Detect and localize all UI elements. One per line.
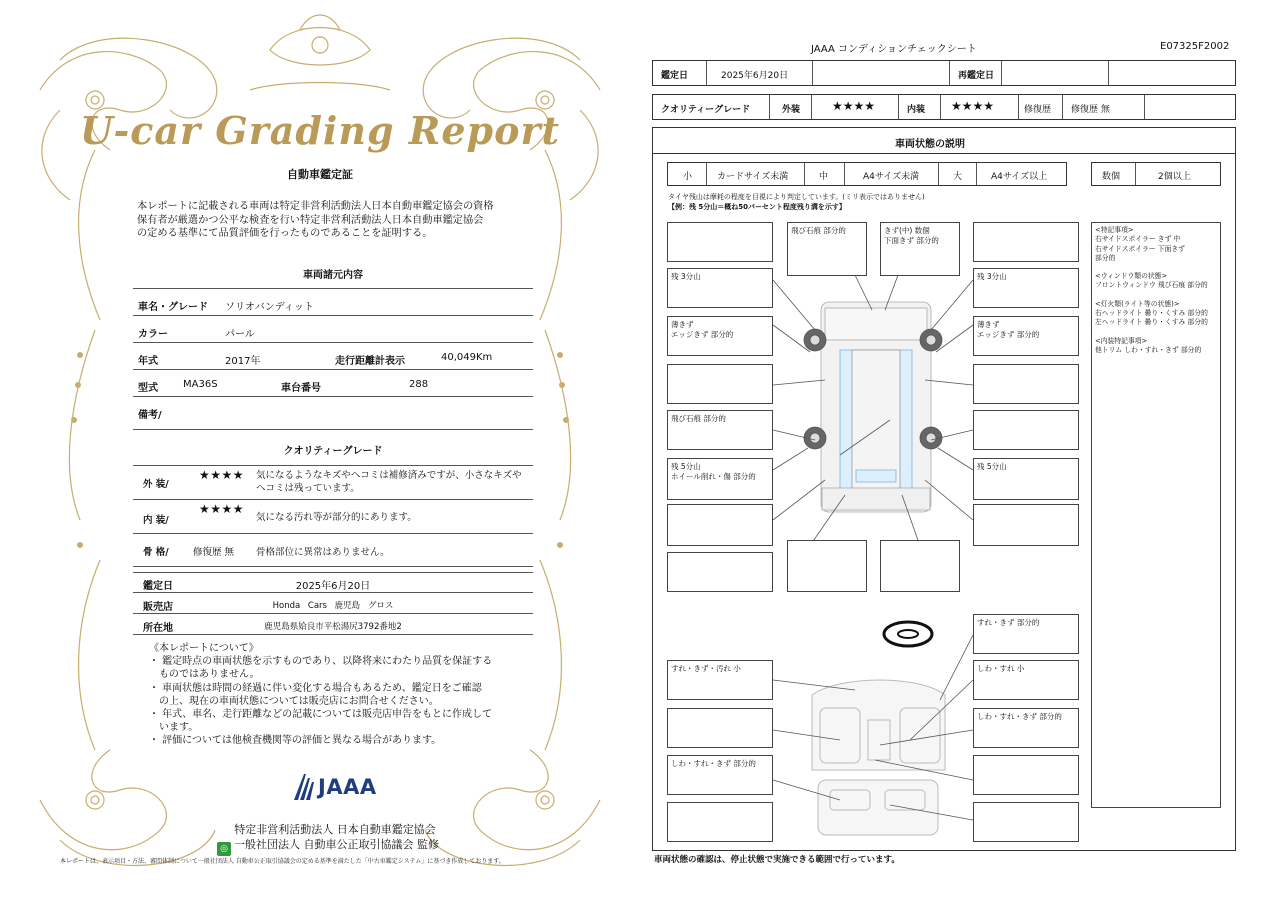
date-row: 鑑定日 2025年6月20日 再鑑定日 <box>652 60 1236 86</box>
info-row-dealer: 販売店 Honda Cars 鹿児島 グロス <box>133 594 533 614</box>
tire-note: タイヤ残山は摩耗の程度を目視により判定しています。(ミリ表示ではありません) <box>668 193 925 201</box>
condition-heading: 車両状態の説明 <box>895 139 965 150</box>
interior-cell-left-3: しわ・すれ・きず 部分的 <box>667 755 773 795</box>
exterior-cell-left-4 <box>667 364 773 404</box>
interior-cell-right-2: しわ・すれ 小 <box>973 660 1079 700</box>
special-notes-panel: <特記事項> 右サイドスポイラー きず 中 右サイドスポイラー 下面きず 部分的 <ウィンドウ類の状態> フロントウィンドウ 飛び石痕 部分的 <灯火類(ライト等の状態)> 右ヘッドライト 曇り・くすみ 部分的 左ヘッドライト 曇り・くすみ 部分的 <内装特記事項> 他トリム しわ・すれ・きず 部分的 <box>1091 222 1221 808</box>
document-id: E07325F2002 <box>1160 41 1230 52</box>
info-row-address: 所在地 鹿児島県姶良市平松湯尻3792番地2 <box>133 615 533 635</box>
exterior-cell-right-tire-front: 残 3分山 <box>973 268 1079 308</box>
exterior-cell-left-front-side: 薄きず エッジきず 部分的 <box>667 316 773 356</box>
certificate-subtitle: 自動車鑑定証 <box>287 168 353 181</box>
report-notice: 《本レポートについて》 ・ 鑑定時点の車両状態を示すものであり、以降将来にわたり品質を保証する ものではありません。 ・ 車両状態は時間の経過に伴い変化する場合もあるため、鑑定日をご確認 の上、現在の車両状態については販売店にお問合せください。 ・ 年式、車名、走行距離などの記載については販売店申告をもとに作成して います。 ・ 評価については他検査機関等の評価と異なる場合があります。 <box>149 643 493 747</box>
fair-trade-logo-icon: ◎ <box>217 842 231 856</box>
interior-cell-left-1: すれ・きず・汚れ 小 <box>667 660 773 700</box>
exterior-cell-left-tire-front: 残 3分山 <box>667 268 773 308</box>
info-row-date: 鑑定日 2025年6月20日 <box>133 573 533 593</box>
spec-row-remarks: 備考/ <box>133 397 533 430</box>
exterior-cell-right-1 <box>973 222 1079 262</box>
exterior-cell-top-mid: きず(中) 数個 下面きず 部分的 <box>880 222 960 276</box>
exterior-cell-right-tire-rear: 残 5分山 <box>973 458 1079 500</box>
exterior-cell-right-4 <box>973 364 1079 404</box>
spec-row-year: 年式 2017年 走行距離計表示 40,049Km <box>133 343 533 370</box>
damage-size-legend: 小 カードサイズ未満 中 A4サイズ未満 大 A4サイズ以上 <box>667 162 1067 186</box>
interior-cell-right-4 <box>973 755 1079 795</box>
condition-check-sheet <box>640 0 1280 904</box>
certificate-footer: 本レポートは、表示項目・方法、審問体制について一般社団法人 自動車公正取引協議会の定める基準を満たした「中古車鑑定システム」に基づき作成しております。 <box>60 858 505 865</box>
specs-heading: 車両諸元内容 <box>303 270 363 281</box>
jaaa-emblem-icon <box>292 772 316 802</box>
quality-heading: クオリティーグレード <box>283 446 383 457</box>
interior-cell-left-2 <box>667 708 773 748</box>
jaaa-logo: JAAA <box>292 770 382 804</box>
exterior-cell-left-7 <box>667 504 773 546</box>
tire-example-note: 【例：残 5分山＝概ね50パーセント程度残り溝を示す】 <box>668 203 846 211</box>
sheet-footer-note: 車両状態の確認は、停止状態で実施できる範囲で行っています。 <box>654 855 900 865</box>
spec-row-model: 型式 MA36S 車台番号 288 <box>133 370 533 397</box>
exterior-cell-top-left: 飛び石痕 部分的 <box>787 222 867 276</box>
interior-cell-left-4 <box>667 802 773 842</box>
count-legend: 数個 2個以上 <box>1091 162 1221 186</box>
quality-row-exterior: 外 装/ ★★★★ 気になるようなキズやヘコミは補修済みですが、小さなキズやヘコミは残っています。 <box>133 466 533 500</box>
exterior-cell-left-mid: 飛び石痕 部分的 <box>667 410 773 450</box>
exterior-cell-bottom-left <box>787 540 867 592</box>
spec-row-color: カラー パール <box>133 316 533 343</box>
interior-cell-right-5 <box>973 802 1079 842</box>
exterior-cell-right-front-side: 薄きず エッジきず 部分的 <box>973 316 1079 356</box>
quality-row-interior: 内 装/ ★★★★ 気になる汚れ等が部分的にあります。 <box>133 500 533 534</box>
exterior-cell-right-7 <box>973 504 1079 546</box>
exterior-cell-bottom-mid <box>880 540 960 592</box>
quality-grade-row: クオリティーグレード 外装 ★★★★ 内装 ★★★★ 修復歴 修復歴 無 <box>652 94 1236 120</box>
certificate-intro: 本レポートに記載される車両は特定非営利活動法人日本自動車鑑定協会の資格 保有者が厳選かつ公平な検査を行い特定非営利活動法人日本自動車鑑定協会 の定める基準にて品質評価を行ったものであることを証明する。 <box>137 201 494 239</box>
spec-row-name: 車名・グレード ソリオバンディット <box>133 289 533 316</box>
quality-row-frame: 骨 格/ 修復歴 無 骨格部位に異常はありません。 <box>133 534 533 567</box>
steering-wheel-icon <box>884 622 932 646</box>
certificate-title: U-car Grading Report <box>79 108 561 153</box>
sheet-title: JAAA コンディションチェックシート <box>811 44 977 55</box>
exterior-cell-left-tire-rear: 残 5分山 ホイール削れ・傷 部分的 <box>667 458 773 500</box>
exterior-cell-left-1 <box>667 222 773 262</box>
exterior-cell-left-8 <box>667 552 773 592</box>
interior-cell-right-3: しわ・すれ・きず 部分的 <box>973 708 1079 748</box>
organization-name: 特定非営利活動法人 日本自動車鑑定協会 <box>234 823 436 836</box>
supervising-organization: ◎ 一般社団法人 自動車公正取引協議会 監修 <box>0 836 640 856</box>
exterior-cell-right-5 <box>973 410 1079 450</box>
interior-cell-right-1: すれ・きず 部分的 <box>973 614 1079 654</box>
